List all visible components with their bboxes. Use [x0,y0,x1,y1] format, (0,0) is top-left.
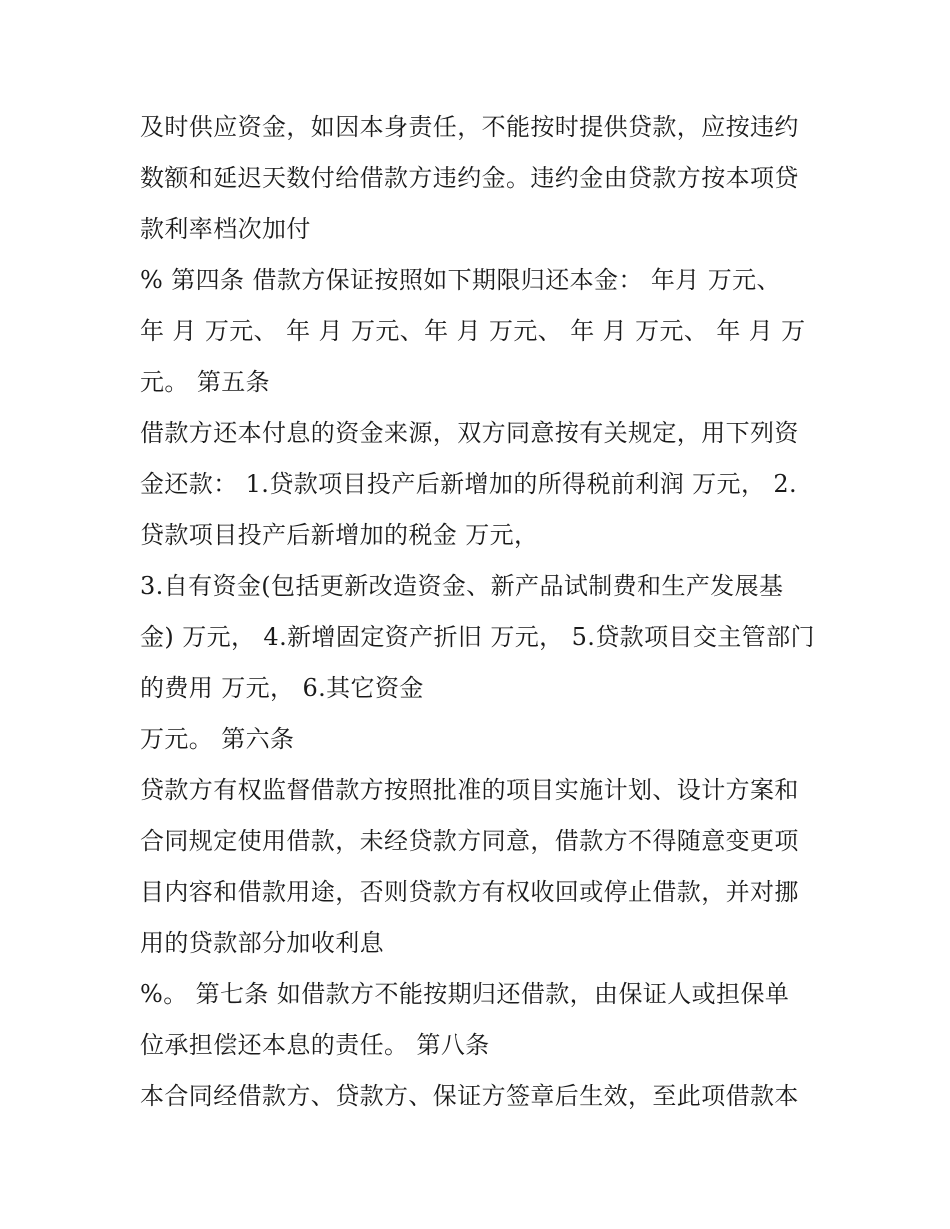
text-line: 合同规定使用借款，未经贷款方同意，借款方不得随意变更项 [140,827,799,855]
text-line: 年 月 万元、 年 月 万元、年 月 万元、 年 月 万元、 年 月 万 [140,317,806,345]
text-line: 金) 万元， 4.新增固定资产折旧 万元， 5.贷款项目交主管部门 [140,623,815,651]
text-line: 借款方还本付息的资金来源，双方同意按有关规定，用下列资 [140,419,799,447]
text-line: 元。 第五条 [140,368,271,396]
text-line: 数额和延迟天数付给借款方违约金。违约金由贷款方按本项贷 [140,164,799,192]
text-line: 金还款： 1.贷款项目投产后新增加的所得税前利润 万元， 2. [140,470,798,498]
text-line: 位承担偿还本息的责任。 第八条 [140,1031,490,1059]
text-line: 的费用 万元， 6.其它资金 [140,674,424,702]
text-line: %。 第七条 如借款方不能按期归还借款，由保证人或担保单 [140,980,790,1008]
document-body [140,102,820,1122]
text-line: 万元。 第六条 [140,725,295,753]
text-line: 贷款方有权监督借款方按照批准的项目实施计划、设计方案和 [140,776,799,804]
text-line: 3.自有资金(包括更新改造资金、新产品试制费和生产发展基 [140,572,784,600]
text-line: 款利率档次加付 [140,215,311,243]
text-line: 目内容和借款用途，否则贷款方有权收回或停止借款，并对挪 [140,878,799,906]
text-line: 贷款项目投产后新增加的税金 万元， [140,521,539,549]
text-line: 及时供应资金，如因本身责任，不能按时提供贷款，应按违约 [140,113,799,141]
text-line: 用的贷款部分加收利息 [140,929,384,957]
text-line: % 第四条 借款方保证按照如下期限归还本金： 年月 万元、 [140,266,781,294]
text-line: 本合同经借款方、贷款方、保证方签章后生效，至此项借款本 [140,1082,799,1110]
